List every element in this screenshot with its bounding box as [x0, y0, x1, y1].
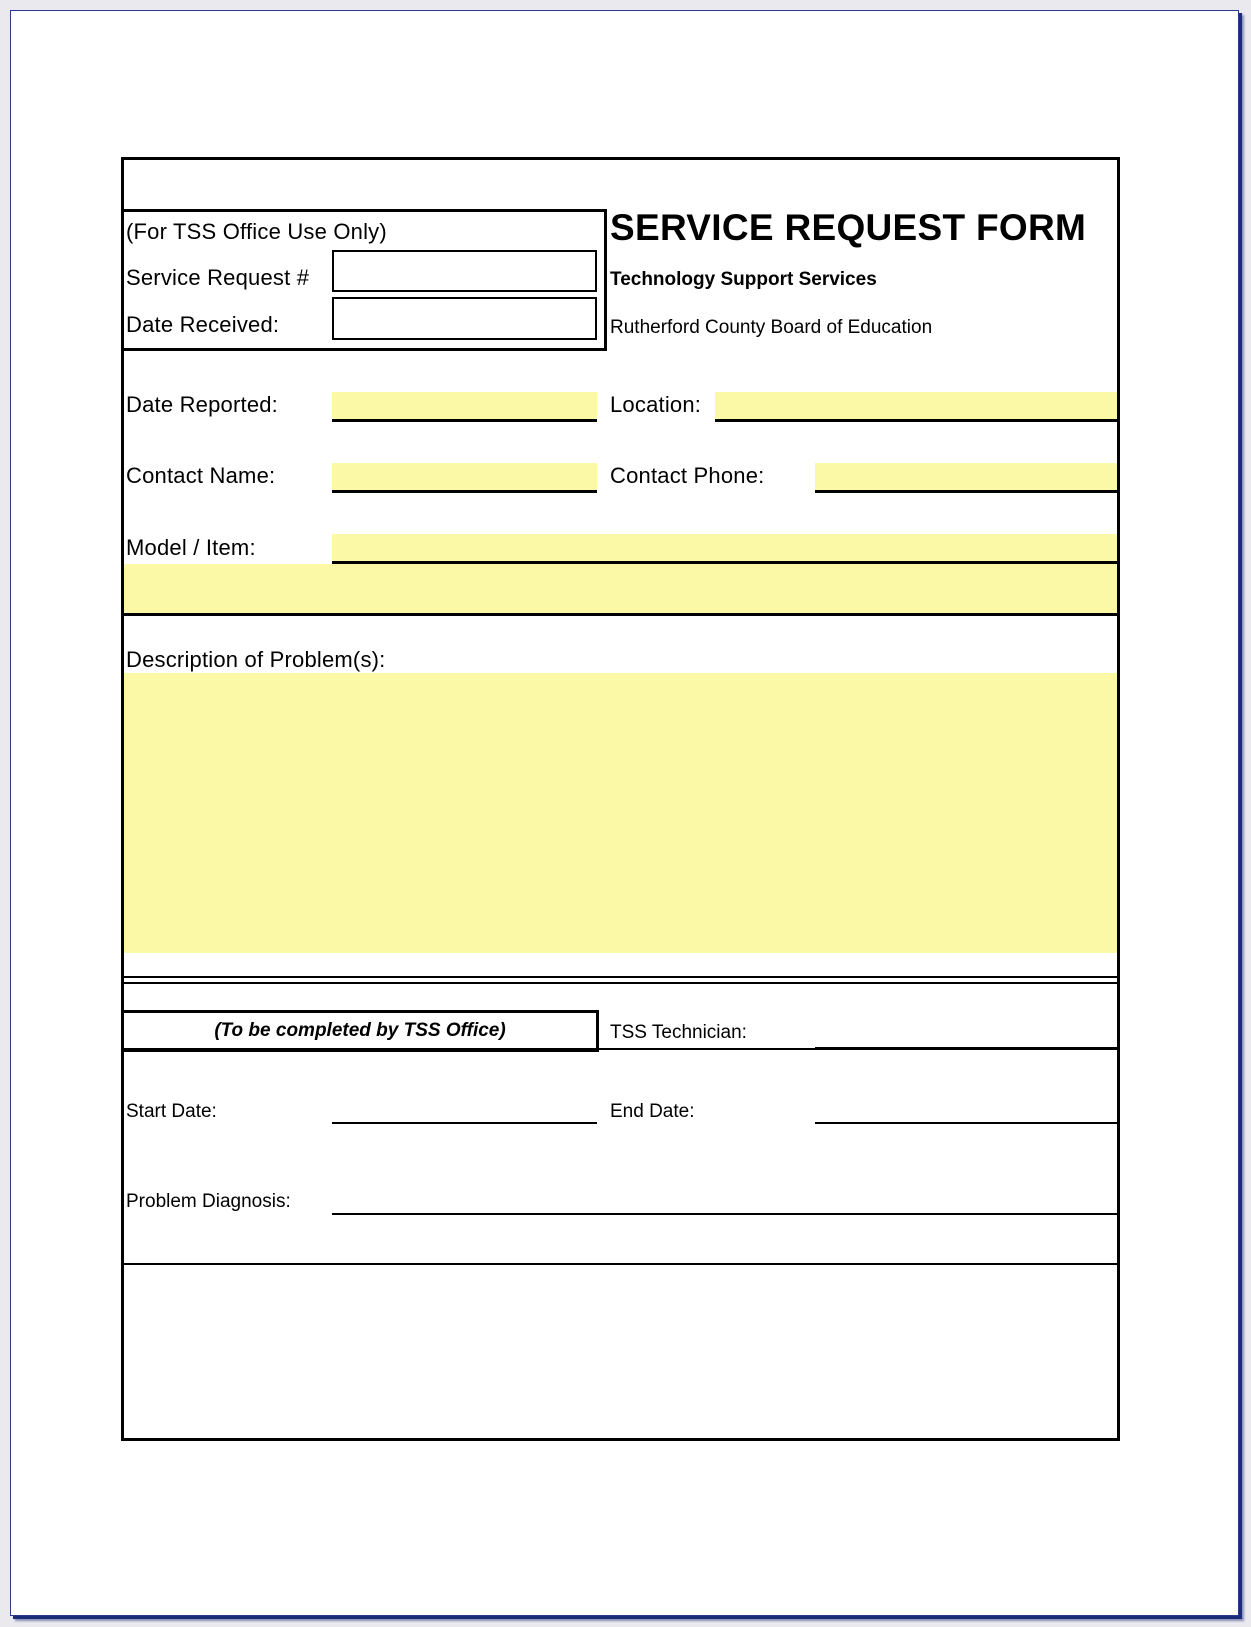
date-reported-label: Date Reported: [126, 392, 278, 417]
double-rule-top [124, 976, 1117, 978]
diagnosis-divider [124, 1263, 1117, 1265]
service-request-field[interactable] [332, 250, 597, 292]
date-reported-field[interactable] [332, 392, 597, 420]
office-use-heading: (For TSS Office Use Only) [126, 219, 387, 244]
contact-phone-underline [815, 490, 1117, 493]
contact-name-field[interactable] [332, 463, 597, 491]
date-received-label: Date Received: [126, 312, 280, 337]
service-request-label: Service Request # [126, 265, 310, 290]
start-date-line[interactable] [332, 1122, 597, 1124]
tss-divider [124, 1048, 1117, 1050]
problem-diagnosis-line[interactable] [332, 1213, 1117, 1215]
location-underline [715, 419, 1117, 422]
date-reported-underline [332, 419, 597, 422]
model-item-extra-field[interactable] [124, 564, 1117, 613]
contact-phone-field[interactable] [815, 463, 1117, 491]
department-name: Technology Support Services [610, 269, 877, 290]
end-date-line[interactable] [815, 1122, 1117, 1124]
contact-name-label: Contact Name: [126, 463, 276, 488]
location-field[interactable] [715, 392, 1117, 420]
location-label: Location: [610, 392, 702, 417]
problem-diagnosis-label: Problem Diagnosis: [126, 1191, 291, 1212]
section-divider [124, 613, 1117, 616]
end-date-label: End Date: [610, 1101, 695, 1122]
model-item-label: Model / Item: [126, 535, 256, 560]
double-rule-bottom [124, 982, 1117, 984]
description-label: Description of Problem(s): [126, 647, 386, 672]
notes-area[interactable] [124, 1266, 1117, 1436]
model-item-field[interactable] [332, 534, 1117, 562]
organization-name: Rutherford County Board of Education [610, 317, 933, 338]
tss-technician-label: TSS Technician: [610, 1022, 747, 1043]
contact-name-underline [332, 490, 597, 493]
start-date-label: Start Date: [126, 1101, 217, 1122]
tss-office-banner: (To be completed by TSS Office) [121, 1010, 599, 1052]
contact-phone-label: Contact Phone: [610, 463, 765, 488]
form-title: SERVICE REQUEST FORM [610, 207, 1087, 248]
description-field[interactable] [124, 673, 1117, 953]
date-received-field[interactable] [332, 297, 597, 340]
